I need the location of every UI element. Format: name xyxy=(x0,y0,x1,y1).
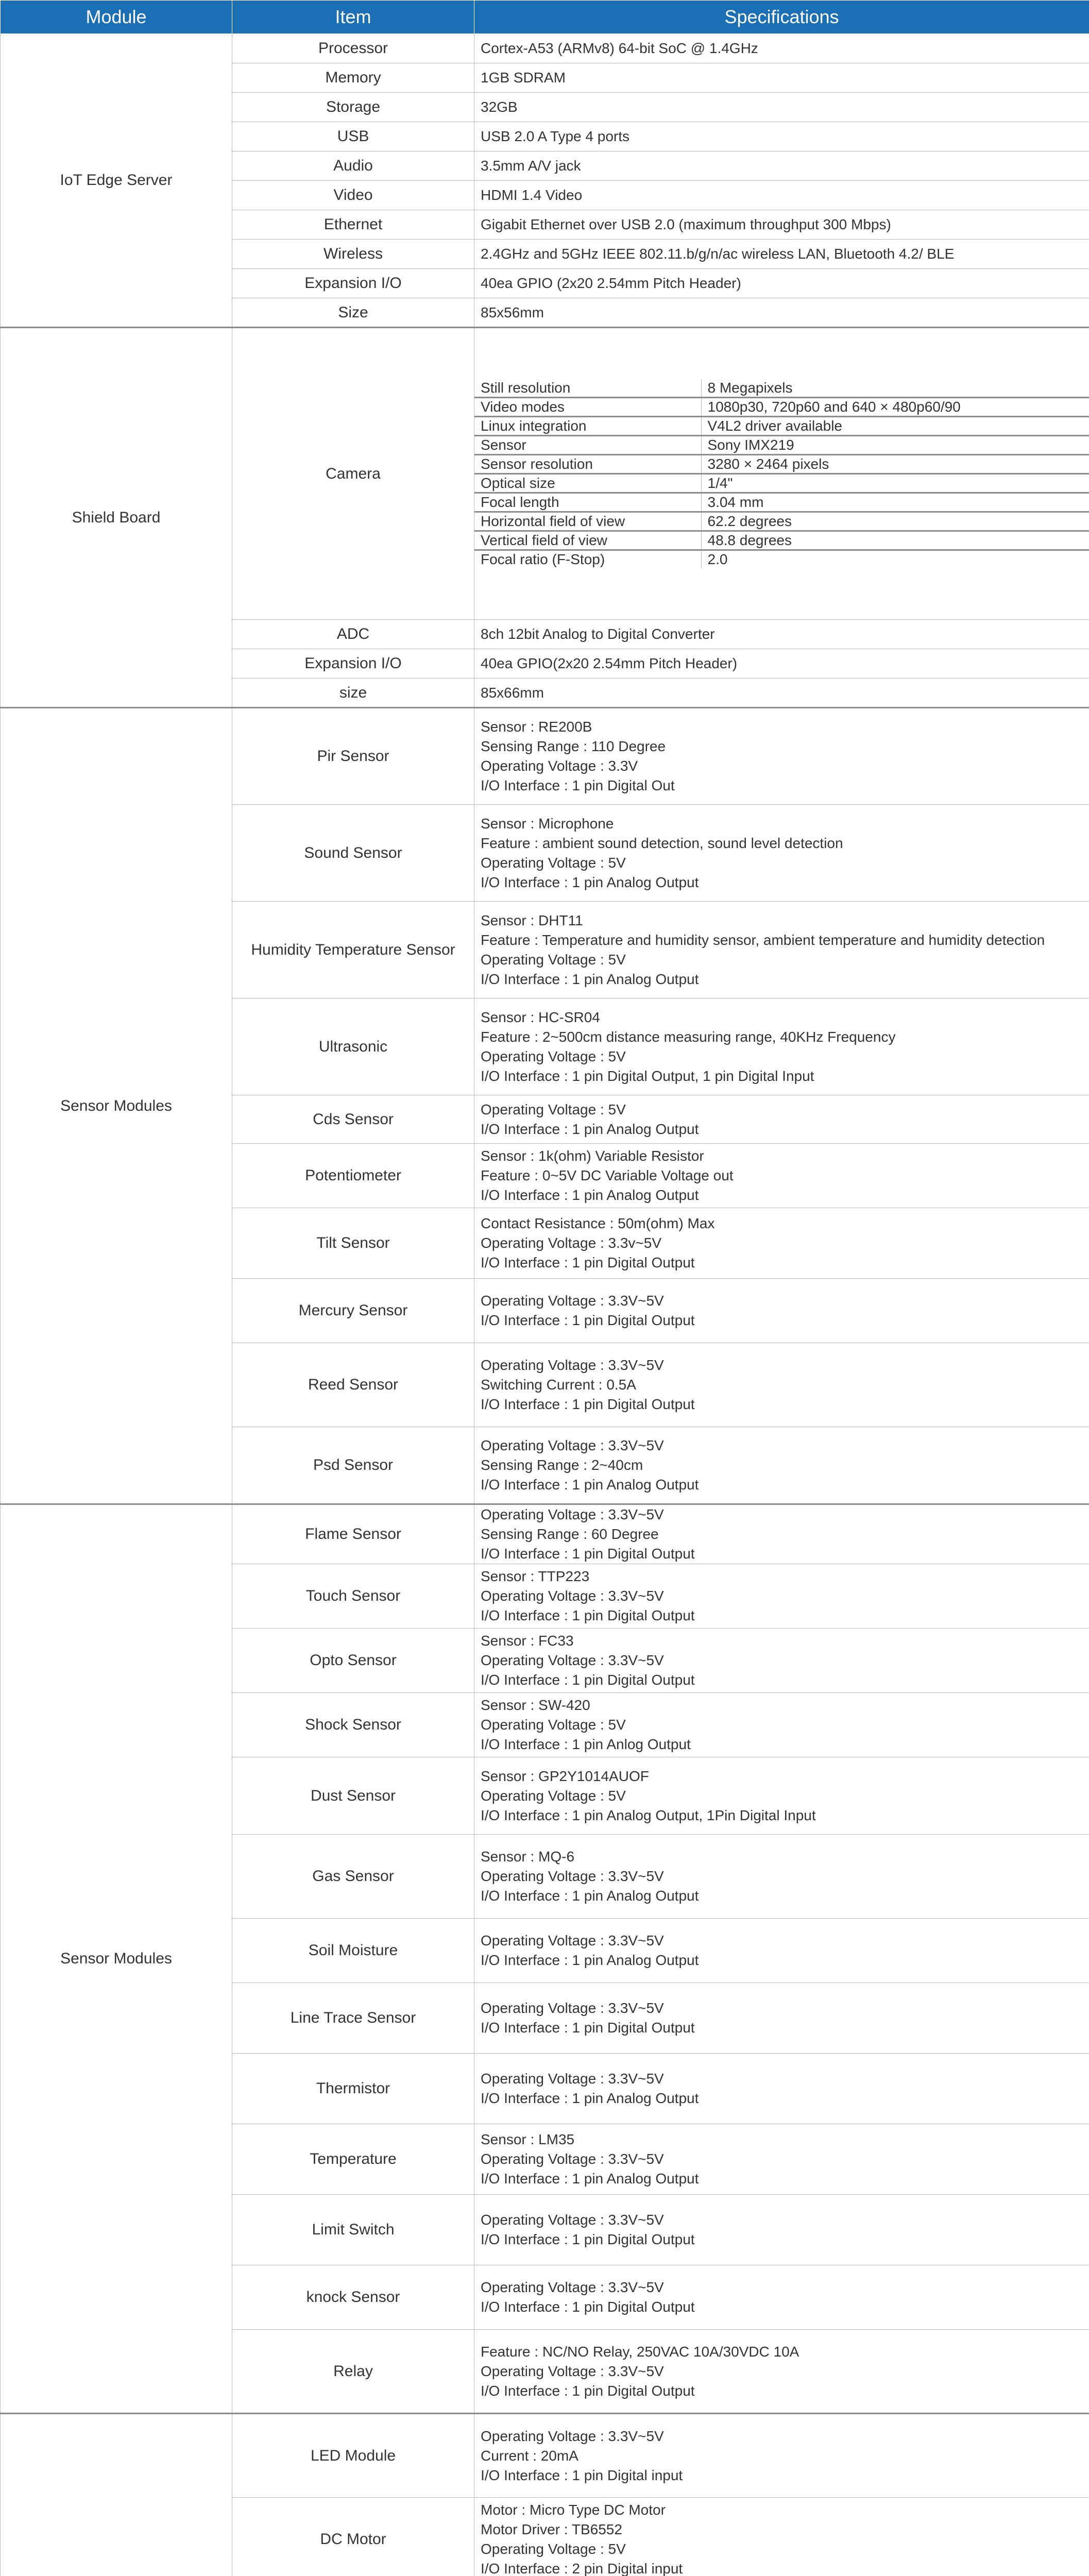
camera-spec-value: V4L2 driver available xyxy=(701,417,1089,436)
spec-line: Sensor : MQ-6 xyxy=(481,1849,575,1865)
camera-spec-row xyxy=(474,379,1089,398)
spec-cell xyxy=(474,1504,1089,1564)
spec-line: Feature : Temperature and humidity sensor, ambient temperature and humidity detection xyxy=(481,931,1045,948)
spec-cell: USB 2.0 A Type 4 ports xyxy=(474,122,1089,151)
camera-spec-row xyxy=(474,398,1089,417)
spec-line: Operating Voltage : 3.3V~5V xyxy=(481,2000,664,2016)
spec-line: Operating Voltage : 3.3V~5V xyxy=(481,1652,664,1668)
spec-cell: Cortex-A53 (ARMv8) 64-bit SoC @ 1.4GHz xyxy=(474,34,1089,63)
item-cell: Touch Sensor xyxy=(232,1564,474,1629)
camera-spec-row xyxy=(474,417,1089,436)
spec-cell: 1GB SDRAM xyxy=(474,63,1089,93)
spec-line: Current : 20mA xyxy=(481,2447,578,2464)
camera-spec-key: Optical size xyxy=(474,474,701,493)
item-cell: Flame Sensor xyxy=(232,1504,474,1564)
item-cell: Shock Sensor xyxy=(232,1693,474,1757)
spec-line: Sensor : HC-SR04 xyxy=(481,1009,600,1025)
spec-cell xyxy=(474,2195,1089,2265)
item-cell: Expansion I/O xyxy=(232,269,474,298)
item-cell: Memory xyxy=(232,63,474,93)
spec-cell: 40ea GPIO(2x20 2.54mm Pitch Header) xyxy=(474,649,1089,679)
spec-line: Feature : ambient sound detection, sound level detection xyxy=(481,835,843,851)
camera-spec-key: Video modes xyxy=(474,398,701,417)
module-sensor-modules: Sensor Modules xyxy=(1,1504,232,2414)
camera-spec-value: Sony IMX219 xyxy=(701,436,1089,455)
item-cell-camera: Camera xyxy=(232,328,474,620)
item-cell: Gas Sensor xyxy=(232,1835,474,1919)
spec-line: Operating Voltage : 5V xyxy=(481,951,626,968)
item-cell: LED Module xyxy=(232,2414,474,2498)
spec-cell xyxy=(474,1983,1089,2054)
item-cell: Mercury Sensor xyxy=(232,1279,474,1343)
spec-cell: Gigabit Ethernet over USB 2.0 (maximum throughput 300 Mbps) xyxy=(474,210,1089,240)
camera-spec-key: Sensor xyxy=(474,436,701,455)
spec-line: Operating Voltage : 3.3V~5V xyxy=(481,2428,664,2444)
camera-spec-value: 48.8 degrees xyxy=(701,531,1089,550)
table-row xyxy=(1,34,1089,63)
spec-line: I/O Interface : 1 pin Digital Output xyxy=(481,1255,695,1270)
camera-spec-row xyxy=(474,455,1089,474)
spec-line: Sensing Range : 60 Degree xyxy=(481,1526,659,1542)
item-cell: Ultrasonic xyxy=(232,998,474,1095)
spec-cell xyxy=(474,1279,1089,1343)
item-cell: Relay xyxy=(232,2330,474,2414)
spec-line: I/O Interface : 2 pin Digital input xyxy=(481,2561,683,2576)
spec-line: Sensor : DHT11 xyxy=(481,912,583,928)
item-cell: Tilt Sensor xyxy=(232,1208,474,1279)
item-cell: Reed Sensor xyxy=(232,1343,474,1427)
spec-line: Operating Voltage : 3.3V~5V xyxy=(481,1588,664,1604)
item-cell: Soil Moisture xyxy=(232,1919,474,1983)
spec-line: Sensor : SW-420 xyxy=(481,1697,590,1713)
camera-spec-value: 8 Megapixels xyxy=(701,379,1089,398)
item-cell: Size xyxy=(232,298,474,328)
spec-line: I/O Interface : 1 pin Digital Output xyxy=(481,1396,695,1412)
camera-spec-row xyxy=(474,493,1089,512)
spec-cell xyxy=(474,2124,1089,2195)
camera-spec-row xyxy=(474,436,1089,455)
item-cell: Potentiometer xyxy=(232,1144,474,1208)
spec-cell: 40ea GPIO (2x20 2.54mm Pitch Header) xyxy=(474,269,1089,298)
spec-line: I/O Interface : 1 pin Analog Output xyxy=(481,1952,699,1968)
spec-line: I/O Interface : 1 pin Analog Output xyxy=(481,1477,699,1493)
item-cell: Ethernet xyxy=(232,210,474,240)
spec-cell xyxy=(474,1629,1089,1693)
spec-line: Operating Voltage : 5V xyxy=(481,2541,626,2557)
spec-line: Operating Voltage : 5V xyxy=(481,1717,626,1733)
spec-line: I/O Interface : 1 pin Digital Output xyxy=(481,2382,695,2399)
spec-line: Operating Voltage : 5V xyxy=(481,854,626,871)
spec-line: I/O Interface : 1 pin Anlog Output xyxy=(481,1736,691,1752)
spec-cell xyxy=(474,1144,1089,1208)
spec-line: Operating Voltage : 3.3V~5V xyxy=(481,1506,664,1522)
spec-cell: 8ch 12bit Analog to Digital Converter xyxy=(474,620,1089,649)
item-cell: Thermistor xyxy=(232,2054,474,2124)
spec-line: I/O Interface : 1 pin Digital Output xyxy=(481,2299,695,2315)
spec-cell: 85x66mm xyxy=(474,679,1089,708)
header-specifications: Specifications xyxy=(474,1,1089,34)
spec-line: Operating Voltage : 5V xyxy=(481,1048,626,1064)
camera-spec-value: 3.04 mm xyxy=(701,493,1089,512)
spec-line: I/O Interface : 1 pin Analog Output xyxy=(481,1121,699,1137)
spec-line: Motor : Micro Type DC Motor xyxy=(481,2502,666,2518)
item-cell: Wireless xyxy=(232,240,474,269)
spec-cell xyxy=(474,998,1089,1095)
spec-line: Operating Voltage : 3.3V~5V xyxy=(481,1933,664,1948)
spec-line: I/O Interface : 1 pin Digital Output, 1 pin Digital Input xyxy=(481,1067,814,1084)
table-row xyxy=(1,328,1089,620)
spec-line: Operating Voltage : 3.3V~5V xyxy=(481,1437,664,1453)
spec-line: Sensor : LM35 xyxy=(481,2131,575,2147)
item-cell: ADC xyxy=(232,620,474,649)
item-cell: Sound Sensor xyxy=(232,805,474,902)
spec-line: Operating Voltage : 3.3V~5V xyxy=(481,1868,664,1884)
spec-line: Feature : 0~5V DC Variable Voltage out xyxy=(481,1167,734,1183)
spec-cell xyxy=(474,1919,1089,1983)
spec-cell xyxy=(474,1343,1089,1427)
camera-spec-key: Horizontal field of view xyxy=(474,512,701,531)
spec-line: Sensing Range : 2~40cm xyxy=(481,1457,643,1473)
item-cell: Temperature xyxy=(232,2124,474,2195)
spec-line: Operating Voltage : 3.3V~5V xyxy=(481,2279,664,2295)
spec-cell xyxy=(474,1564,1089,1629)
item-cell: Limit Switch xyxy=(232,2195,474,2265)
spec-line: Operating Voltage : 3.3V~5V xyxy=(481,1293,664,1309)
item-cell: Opto Sensor xyxy=(232,1629,474,1693)
camera-spec-value: 1080p30, 720p60 and 640 × 480p60/90 xyxy=(701,398,1089,417)
spec-cell xyxy=(474,1757,1089,1835)
spec-line: I/O Interface : 1 pin Digital Out xyxy=(481,777,675,793)
spec-line: I/O Interface : 1 pin Digital Output xyxy=(481,2231,695,2247)
spec-line: I/O Interface : 1 pin Analog Output, 1Pin Digital Input xyxy=(481,1807,816,1823)
spec-line: Operating Voltage : 3.3V~5V xyxy=(481,2151,664,2167)
spec-line: Operating Voltage : 3.3V~5V xyxy=(481,1357,664,1373)
table-row xyxy=(1,1504,1089,1564)
spec-cell xyxy=(474,1693,1089,1757)
spec-line: I/O Interface : 1 pin Digital Output xyxy=(481,1672,695,1688)
spec-line: Sensing Range : 110 Degree xyxy=(481,738,666,754)
camera-spec-key: Vertical field of view xyxy=(474,531,701,550)
camera-spec-value: 1/4" xyxy=(701,474,1089,493)
item-cell: Audio xyxy=(232,151,474,181)
item-cell: Video xyxy=(232,181,474,210)
spec-line: Sensor : FC33 xyxy=(481,1633,574,1649)
camera-spec-value: 2.0 xyxy=(701,550,1089,569)
spec-line: I/O Interface : 1 pin Digital Output xyxy=(481,1312,695,1328)
spec-line: I/O Interface : 1 pin Analog Output xyxy=(481,1187,699,1203)
camera-spec-value: 3280 × 2464 pixels xyxy=(701,455,1089,474)
spec-line: Feature : 2~500cm distance measuring range, 40KHz Frequency xyxy=(481,1028,896,1045)
spec-cell xyxy=(474,2265,1089,2330)
spec-line: I/O Interface : 1 pin Analog Output xyxy=(481,874,699,890)
spec-line: I/O Interface : 1 pin Digital input xyxy=(481,2467,683,2483)
spec-line: I/O Interface : 1 pin Analog Output xyxy=(481,971,699,987)
table-row xyxy=(1,2414,1089,2498)
module-sensor-modules: Sensor Modules xyxy=(1,708,232,1504)
spec-cell: 85x56mm xyxy=(474,298,1089,328)
spec-line: Motor Driver : TB6552 xyxy=(481,2521,622,2537)
camera-spec-key: Still resolution xyxy=(474,379,701,398)
spec-cell xyxy=(474,1835,1089,1919)
item-cell: Storage xyxy=(232,93,474,122)
spec-line: Sensor : Microphone xyxy=(481,815,614,832)
item-cell: Cds Sensor xyxy=(232,1095,474,1144)
spec-cell xyxy=(474,1095,1089,1144)
item-cell: Processor xyxy=(232,34,474,63)
spec-line: Sensor : TTP223 xyxy=(481,1568,590,1584)
spec-line: Operating Voltage : 5V xyxy=(481,1101,626,1117)
spec-cell xyxy=(474,2330,1089,2414)
spec-cell: 3.5mm A/V jack xyxy=(474,151,1089,181)
camera-spec-cell xyxy=(474,328,1089,620)
spec-cell xyxy=(474,2054,1089,2124)
spec-line: Sensor : GP2Y1014AUOF xyxy=(481,1768,649,1784)
header-module: Module xyxy=(1,1,232,34)
item-cell: size xyxy=(232,679,474,708)
item-cell: DC Motor xyxy=(232,2498,474,2576)
spec-cell xyxy=(474,805,1089,902)
spec-cell xyxy=(474,1427,1089,1504)
item-cell: Dust Sensor xyxy=(232,1757,474,1835)
camera-spec-row xyxy=(474,531,1089,550)
header-item: Item xyxy=(232,1,474,34)
spec-line: Operating Voltage : 3.3V~5V xyxy=(481,2363,664,2379)
spec-line: Operating Voltage : 3.3V xyxy=(481,758,638,774)
spec-cell xyxy=(474,902,1089,998)
spec-cell xyxy=(474,1208,1089,1279)
spec-cell: HDMI 1.4 Video xyxy=(474,181,1089,210)
camera-spec-table xyxy=(474,379,1089,568)
header-row xyxy=(1,1,1089,34)
spec-line: I/O Interface : 1 pin Analog Output xyxy=(481,2090,699,2106)
item-cell: Expansion I/O xyxy=(232,649,474,679)
spec-line: I/O Interface : 1 pin Digital Output xyxy=(481,1546,695,1562)
spec-line: Sensor : RE200B xyxy=(481,719,592,735)
spec-line: Operating Voltage : 3.3V~5V xyxy=(481,2212,664,2228)
item-cell: USB xyxy=(232,122,474,151)
camera-spec-key: Focal ratio (F-Stop) xyxy=(474,550,701,569)
item-cell: Line Trace Sensor xyxy=(232,1983,474,2054)
module-actuator-modules xyxy=(1,2414,232,2576)
table-row xyxy=(1,708,1089,805)
spec-line: Switching Current : 0.5A xyxy=(481,1377,636,1393)
camera-spec-key: Sensor resolution xyxy=(474,455,701,474)
module-iot-edge-server: IoT Edge Server xyxy=(1,34,232,328)
camera-spec-key: Focal length xyxy=(474,493,701,512)
camera-spec-row xyxy=(474,474,1089,493)
module-shield-board: Shield Board xyxy=(1,328,232,708)
spec-cell: 2.4GHz and 5GHz IEEE 802.11.b/g/n/ac wireless LAN, Bluetooth 4.2/ BLE xyxy=(474,240,1089,269)
spec-line: I/O Interface : 1 pin Digital Output xyxy=(481,2020,695,2036)
camera-spec-value: 62.2 degrees xyxy=(701,512,1089,531)
spec-line: Feature : NC/NO Relay, 250VAC 10A/30VDC 10A xyxy=(481,2343,799,2360)
item-cell: Pir Sensor xyxy=(232,708,474,805)
spec-line: Operating Voltage : 3.3V~5V xyxy=(481,2071,664,2087)
camera-spec-row xyxy=(474,512,1089,531)
spec-cell: 32GB xyxy=(474,93,1089,122)
spec-line: Operating Voltage : 5V xyxy=(481,1787,626,1804)
camera-spec-key: Linux integration xyxy=(474,417,701,436)
spec-cell xyxy=(474,2414,1089,2498)
spec-cell xyxy=(474,2498,1089,2576)
item-cell: knock Sensor xyxy=(232,2265,474,2330)
spec-line: Sensor : 1k(ohm) Variable Resistor xyxy=(481,1148,704,1164)
spec-line: I/O Interface : 1 pin Analog Output xyxy=(481,1888,699,1904)
spec-line: I/O Interface : 1 pin Analog Output xyxy=(481,2171,699,2187)
item-cell: Psd Sensor xyxy=(232,1427,474,1504)
spec-line: I/O Interface : 1 pin Digital Output xyxy=(481,1607,695,1623)
camera-spec-row xyxy=(474,550,1089,569)
spec-line: Operating Voltage : 3.3v~5V xyxy=(481,1235,662,1251)
item-cell: Humidity Temperature Sensor xyxy=(232,902,474,998)
spec-cell xyxy=(474,708,1089,805)
spec-line: Contact Resistance : 50m(ohm) Max xyxy=(481,1215,715,1231)
